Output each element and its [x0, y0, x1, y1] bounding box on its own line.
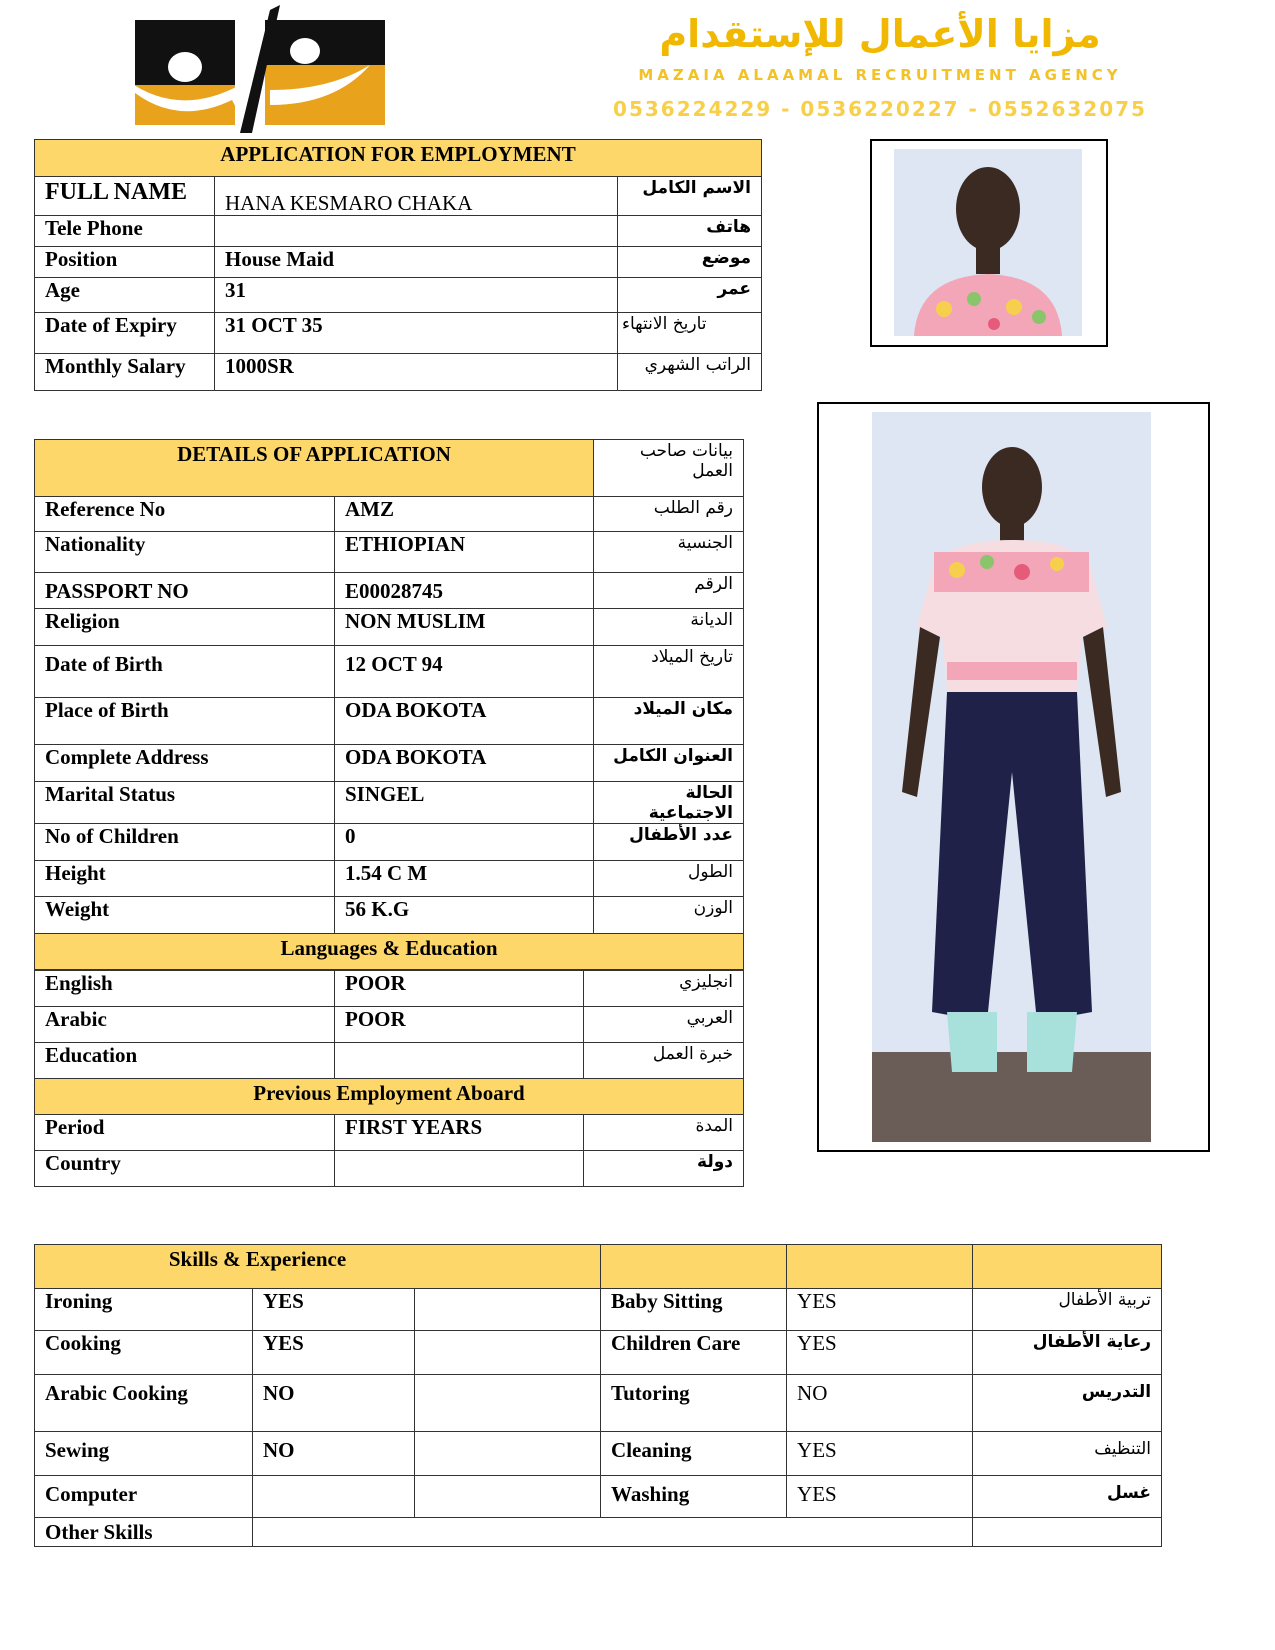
label-place-of-birth: Place of Birth: [35, 698, 335, 745]
application-title: APPLICATION FOR EMPLOYMENT: [35, 140, 762, 177]
person-full-body-icon: [872, 412, 1151, 1142]
languages-table: [34, 970, 744, 1187]
agency-name-english: MAZAIA ALAAMAL RECRUITMENT AGENCY: [638, 66, 1122, 84]
label-telephone: Tele Phone: [35, 216, 215, 247]
ar-education: خبرة العمل: [584, 1043, 744, 1079]
other-skills-label: Other Skills: [35, 1518, 253, 1547]
portrait-photo: [894, 149, 1082, 336]
ar-english: انجليزي: [584, 971, 744, 1007]
skill-sewing-label: Sewing: [35, 1432, 253, 1476]
skill-empty-cell: [415, 1432, 601, 1476]
application-table: [34, 139, 762, 391]
details-table: [34, 439, 744, 970]
label-passport-no: PASSPORT NO: [35, 573, 335, 609]
value-position: House Maid: [215, 247, 618, 278]
ar-complete-address: العنوان الكامل: [594, 745, 744, 782]
ar-period: المدة: [584, 1115, 744, 1151]
label-date-of-expiry: Date of Expiry: [35, 313, 215, 354]
label-english: English: [35, 971, 335, 1007]
ar-age: عمر: [618, 278, 762, 313]
ar-date-of-expiry: تاريخ الانتهاء: [618, 313, 762, 354]
ar-monthly-salary: الراتب الشهري: [618, 354, 762, 391]
ar-place-of-birth: مكان الميلاد: [594, 698, 744, 745]
skills-header-cell-4: [601, 1245, 787, 1289]
full-body-photo: [872, 412, 1151, 1142]
details-title: DETAILS OF APPLICATION: [35, 440, 594, 497]
skill-ironing-label: Ironing: [35, 1289, 253, 1331]
skill-children-care-value: YES: [787, 1331, 973, 1375]
ar-no-of-children: عدد الأطفال: [594, 824, 744, 861]
skill-cleaning-arabic: التنظيف: [973, 1432, 1162, 1476]
skill-computer-value: [253, 1476, 415, 1518]
portrait-photo-frame: [870, 139, 1108, 347]
value-no-of-children: 0: [335, 824, 594, 861]
person-portrait-icon: [894, 149, 1082, 336]
label-height: Height: [35, 861, 335, 897]
skill-sewing-value: NO: [253, 1432, 415, 1476]
label-full-name: FULL NAME: [35, 177, 215, 216]
skill-empty-cell: [415, 1375, 601, 1432]
skill-tutoring-label: Tutoring: [601, 1375, 787, 1432]
value-english: POOR: [335, 971, 584, 1007]
value-date-of-birth: 12 OCT 94: [335, 646, 594, 698]
value-arabic: POOR: [335, 1007, 584, 1043]
ar-height: الطول: [594, 861, 744, 897]
label-monthly-salary: Monthly Salary: [35, 354, 215, 391]
value-nationality: ETHIOPIAN: [335, 532, 594, 573]
skills-header-cell-6: [973, 1245, 1162, 1289]
value-date-of-expiry: 31 OCT 35: [215, 313, 618, 354]
skill-empty-cell: [415, 1331, 601, 1375]
label-no-of-children: No of Children: [35, 824, 335, 861]
skill-empty-cell: [415, 1476, 601, 1518]
skill-empty-cell: [415, 1289, 601, 1331]
label-complete-address: Complete Address: [35, 745, 335, 782]
ar-date-of-birth: تاريخ الميلاد: [594, 646, 744, 698]
ar-arabic: العربي: [584, 1007, 744, 1043]
value-place-of-birth: ODA BOKOTA: [335, 698, 594, 745]
value-reference-no: AMZ: [335, 497, 594, 532]
skills-header-cell-5: [787, 1245, 973, 1289]
skill-washing-label: Washing: [601, 1476, 787, 1518]
skill-ironing-value: YES: [253, 1289, 415, 1331]
value-telephone: [215, 216, 618, 247]
previous-employment-title: Previous Employment Aboard: [35, 1079, 744, 1115]
skill-cooking-label: Cooking: [35, 1331, 253, 1375]
value-complete-address: ODA BOKOTA: [335, 745, 594, 782]
ar-passport-no: الرقم: [594, 573, 744, 609]
agency-logo: [120, 5, 400, 135]
label-arabic: Arabic: [35, 1007, 335, 1043]
skill-cooking-value: YES: [253, 1331, 415, 1375]
skill-tutoring-arabic: التدريس: [973, 1375, 1162, 1432]
ar-telephone: هاتف: [618, 216, 762, 247]
label-position: Position: [35, 247, 215, 278]
label-date-of-birth: Date of Birth: [35, 646, 335, 698]
other-skills-arabic-cell: [973, 1518, 1162, 1547]
ar-nationality: الجنسية: [594, 532, 744, 573]
skill-baby-sitting-label: Baby Sitting: [601, 1289, 787, 1331]
ar-reference-no: رقم الطلب: [594, 497, 744, 532]
value-weight: 56 K.G: [335, 897, 594, 934]
label-nationality: Nationality: [35, 532, 335, 573]
value-monthly-salary: 1000SR: [215, 354, 618, 391]
other-skills-value: [253, 1518, 973, 1547]
label-education: Education: [35, 1043, 335, 1079]
ar-country: دولة: [584, 1151, 744, 1187]
skill-washing-arabic: غسل: [973, 1476, 1162, 1518]
label-age: Age: [35, 278, 215, 313]
skill-children-care-label: Children Care: [601, 1331, 787, 1375]
value-marital-status: SINGEL: [335, 782, 594, 824]
label-country: Country: [35, 1151, 335, 1187]
skill-cleaning-value: YES: [787, 1432, 973, 1476]
label-reference-no: Reference No: [35, 497, 335, 532]
value-height: 1.54 C M: [335, 861, 594, 897]
value-country: [335, 1151, 584, 1187]
skill-baby-sitting-arabic: تربية الأطفال: [973, 1289, 1162, 1331]
value-period: FIRST YEARS: [335, 1115, 584, 1151]
value-education: [335, 1043, 584, 1079]
ar-position: موضع: [618, 247, 762, 278]
full-body-photo-frame: [817, 402, 1210, 1152]
skill-children-care-arabic: رعاية الأطفال: [973, 1331, 1162, 1375]
skills-table: [34, 1244, 1162, 1547]
label-religion: Religion: [35, 609, 335, 646]
skill-tutoring-value: NO: [787, 1375, 973, 1432]
ar-religion: الديانة: [594, 609, 744, 646]
ar-marital-status: الحالة الاجتماعية: [594, 782, 744, 824]
label-weight: Weight: [35, 897, 335, 934]
skills-title: Skills & Experience: [35, 1245, 601, 1289]
label-marital-status: Marital Status: [35, 782, 335, 824]
label-period: Period: [35, 1115, 335, 1151]
agency-phones: 0536224229 - 0536220227 - 0552632075: [613, 97, 1147, 121]
languages-title: Languages & Education: [35, 934, 744, 970]
value-full-name: HANA KESMARO CHAKA: [215, 177, 618, 216]
ar-full-name: الاسم الكامل: [618, 177, 762, 216]
skill-washing-value: YES: [787, 1476, 973, 1518]
skill-arabic-cooking-value: NO: [253, 1375, 415, 1432]
value-age: 31: [215, 278, 618, 313]
skill-baby-sitting-value: YES: [787, 1289, 973, 1331]
ar-weight: الوزن: [594, 897, 744, 934]
skill-arabic-cooking-label: Arabic Cooking: [35, 1375, 253, 1432]
agency-name-arabic: مزايا الأعمال للإستقدام: [659, 12, 1101, 56]
skill-computer-label: Computer: [35, 1476, 253, 1518]
value-religion: NON MUSLIM: [335, 609, 594, 646]
details-title-arabic: بيانات صاحب العمل: [594, 440, 744, 497]
skill-cleaning-label: Cleaning: [601, 1432, 787, 1476]
value-passport-no: E00028745: [335, 573, 594, 609]
